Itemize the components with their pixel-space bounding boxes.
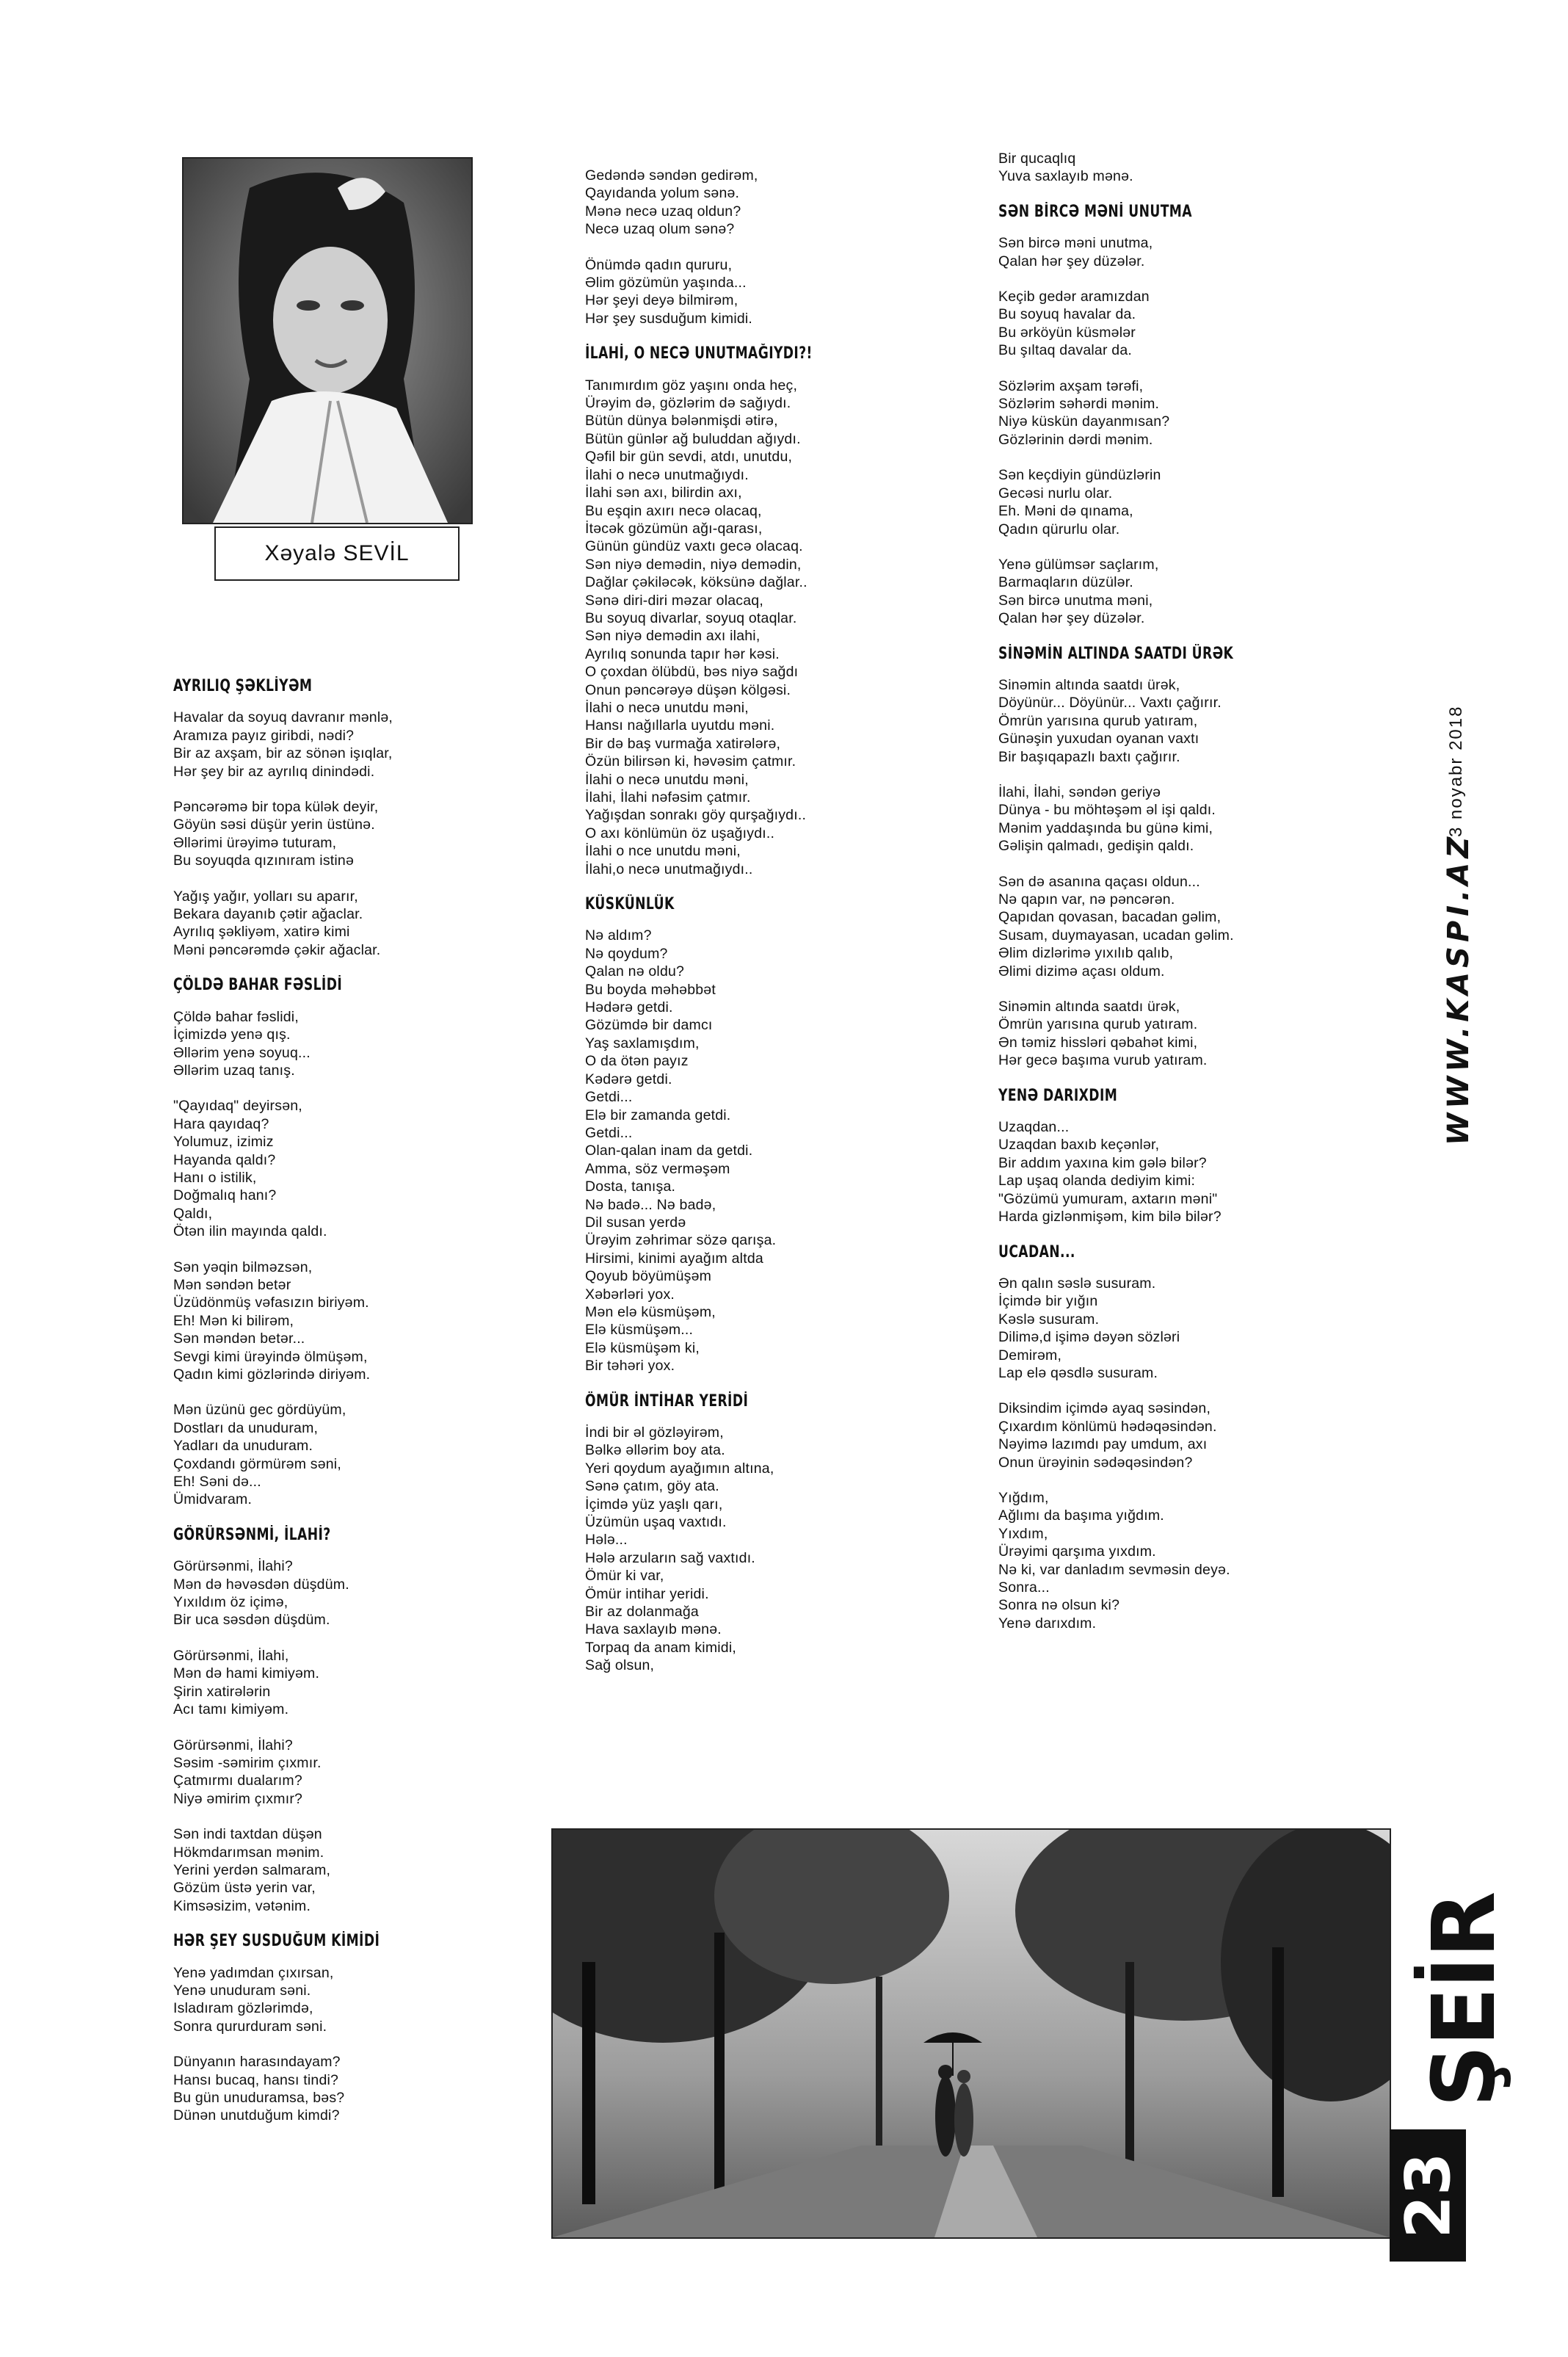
poem-line: Yenə unuduram səni. [173,1982,311,1999]
poem-line: Lap uşaq olanda dediyim kimi: [998,1173,1196,1190]
poem-heading: KÜSKÜNLÜK [585,895,675,914]
poem-line: Bu soyuq divarlar, soyuq otaqlar. [585,609,797,626]
poem-line: İlahi o necə unutdu məni, [585,699,749,716]
poem-line: Nə aldım? [585,927,652,944]
stanza [173,1825,482,1915]
poem-line: Nə qoydum? [585,945,668,962]
poem-line: Əlim gözümün yaşında... [585,275,747,292]
poem-line: "Gözümü yumuram, axtarın məni" [998,1190,1218,1207]
poem-line: Doğmalıq hanı? [173,1187,277,1204]
poem-line: Gözüm üstə yerin var, [173,1880,316,1897]
poem-line: Diksindim içimdə ayaq səsindən, [998,1400,1211,1417]
poem-line: Dünya - bu möhtəşəm əl işi qaldı. [998,802,1216,819]
poem-line: Əllərim uzaq tanış. [173,1062,295,1079]
poem-line: Gəlişin qalmadı, gedişin qaldı. [998,838,1194,855]
poem-line: Eh. Məni də qınama, [998,503,1133,520]
poem-line: Yağışdan sonrakı göy qurşağıydı.. [585,807,807,824]
poem-line: Elə bir zamanda getdi. [585,1107,731,1123]
poem-line: Dostları da unuduram, [173,1419,319,1436]
poem-line: Yaş saxlamışdım, [585,1035,700,1051]
poem-line: Görürsənmi, İlahi, [173,1647,289,1664]
poem-line: Dosta, tanışa. [585,1178,676,1195]
poem-line: Eh! Səni də... [173,1474,261,1491]
poem-line: İndi bir əl gözləyirəm, [585,1424,724,1441]
poem-line: Əllərimi ürəyimə tuturam, [173,834,337,851]
poem-line: Qəfil bir gün sevdi, atdı, unutdu, [585,449,793,466]
poem-line: Göyün səsi düşür yerin üstünə. [173,817,375,833]
poem-line: Ürəyimi qarşıma yıxdım. [998,1543,1156,1560]
poem-line: Qapıdan qovasan, bacadan gəlim, [998,909,1222,926]
poem-line: Günün gündüz vaxtı gecə olacaq. [585,538,803,555]
poem-line: Elə küsmüşəm ki, [585,1339,700,1356]
poem-line: Görürsənmi, İlahi? [173,1737,293,1753]
author-caption: Xəyalə SEVİL [214,526,460,581]
stanza [173,1964,482,2036]
poem-line: Ayrılıq sonunda tapır hər kəsi. [585,645,780,662]
poem-line: Gecəsi nurlu olar. [998,485,1113,502]
poem-line: Hara qayıdaq? [173,1115,269,1132]
poem-line: Sən də asanına qaçası oldun... [998,873,1200,890]
poem-line: Eh! Mən ki bilirəm, [173,1312,294,1329]
poem-line: İlahi sən axı, bilirdin axı, [585,485,742,502]
poem-line: Yeri qoydum ayağımın altına, [585,1460,774,1477]
poem-line: Ötən ilin mayında qaldı. [173,1223,327,1240]
poem-line: Önümdə qadın qururu, [585,256,733,273]
poem-heading: ÇÖLDƏ BAHAR FƏSLİDİ [173,976,343,995]
poem-line: Sonra... [998,1579,1050,1596]
poem-line: Ömrün yarısına qurub yatıram. [998,1016,1198,1033]
poem-line: Barmaqların düzülər. [998,574,1133,591]
poem-line: Əllərim yenə soyuq... [173,1044,311,1061]
poem-line: Nə qapın var, nə pəncərən. [998,891,1175,908]
poem-line: Susam, duymayasan, ucadan gəlim. [998,927,1234,944]
poem-line: Yığdım, [998,1489,1049,1506]
poem-line: Dünyanın harasındayam? [173,2054,341,2071]
poem-line: Hanı o istilik, [173,1169,257,1186]
poem-line: Sənə çatım, göy ata. [585,1478,719,1495]
poem-line: Yağış yağır, yolları su aparır, [173,888,358,905]
poem-line: Aramıza payız giribdi, nədi? [173,727,355,744]
poem-line: Sonra nə olsun ki? [998,1597,1120,1614]
poem-line: Qayıdanda yolum sənə. [585,185,740,202]
poem-line: Mən səndən betər [173,1276,291,1293]
poem-line: "Qayıdaq" deyirsən, [173,1098,302,1115]
portrait-image [184,159,471,523]
stanza [173,798,482,870]
stanza [998,1275,1380,1382]
poem-line: Sənə diri-diri məzar olacaq, [585,592,763,609]
poem-line: Yadları da unuduram. [173,1438,313,1455]
poem-line: Uzaqdan baxıb keçənlər, [998,1137,1160,1154]
poem-line: Bütün günlər ağ buluddan ağıydı. [585,430,801,447]
poem-line: Çatmırmı dualarım? [173,1773,302,1789]
poem-line: Hökmdarımsan mənim. [173,1844,324,1861]
poem-line: Lap elə qəsdlə susuram. [998,1364,1158,1381]
poem-heading: SƏN BİRCƏ MƏNİ UNUTMA [998,202,1192,221]
stanza [173,1097,482,1240]
poem-line: Sən keçdiyin gündüzlərin [998,467,1161,484]
poem-line: Gözümdə bir damcı [585,1017,713,1034]
poem-line: Qoyub böyümüşəm [585,1268,712,1285]
poem-line: Ürəyim də, gözlərim də sağıydı. [585,395,791,412]
stanza [998,377,1380,449]
poem-line: Torpaq da anam kimidi, [585,1639,736,1656]
poem-line: Bəlkə əllərim boy ata. [585,1442,725,1459]
poem-line: Çıxardım könlümü hədəqəsindən. [998,1418,1217,1435]
poem-line: Ən təmiz hissləri qəbahət kimi, [998,1034,1198,1051]
poem-line: Ümidvaram. [173,1491,253,1508]
poem-line: Bir təhəri yox. [585,1358,675,1375]
poem-line: Mən də həvəsdən düşdüm. [173,1576,349,1593]
poem-line: Qalan hər şey düzələr. [998,610,1145,627]
poem-line: Mən üzünü gec gördüyüm, [173,1402,346,1419]
poem-line: Havalar da soyuq davranır mənlə, [173,709,393,726]
poem-line: Uzaqdan... [998,1119,1070,1136]
poem-line: Hər şey susduğum kimidi. [585,310,753,327]
poem-line: Demirəm, [998,1347,1062,1364]
poem-line: Gözlərinin dərdi mənim. [998,431,1153,448]
poem-line: Bu gün unuduramsa, bəs? [173,2090,345,2106]
page-number: 23 [1392,2152,1464,2239]
poem-line: Əlimi dizimə açası oldum. [998,963,1165,980]
author-photo [182,157,473,524]
poem-line: Qadın qürurlu olar. [998,521,1120,537]
poem-line: Hədərə getdi. [585,999,673,1016]
poem-line: Sən niyə demədin axı ilahi, [585,628,761,645]
poem-line: Çoxdandı görmürəm səni, [173,1455,341,1472]
poem-line: Sağ olsun, [585,1657,655,1674]
poem-line: Bir az dolanmağa [585,1604,699,1621]
page-number-box [1390,2129,1466,2262]
poem-line: Şirin xatirələrin [173,1683,271,1700]
column-2 [585,167,981,1692]
poem-line: Amma, söz verməşəm [585,1160,730,1177]
poem-line: Bu şıltaq davalar da. [998,342,1132,359]
poem-line: Sən niyə demədin, niyə demədin, [585,556,802,573]
poem-line: Elə küsmüşəm... [585,1322,694,1339]
stanza [173,1737,482,1809]
poem-line: İçimdə yüz yaşlı qarı, [585,1496,723,1513]
poem-heading: AYRILIQ ŞƏKLİYƏM [173,677,313,695]
poem-line: Bir az axşam, bir az sönən işıqlar, [173,745,393,762]
stanza [173,1557,482,1629]
poem-line: Görürsənmi, İlahi? [173,1558,293,1575]
poem-line: İlahi o necə unutdu məni, [585,771,749,788]
poem-line: Bu boyda məhəbbət [585,981,716,998]
poem-line: Sinəmin altında saatdı ürək, [998,676,1180,693]
poem-line: Qaldı, [173,1205,213,1222]
poem-line: Hansı nağıllarla uyutdu məni. [585,717,775,734]
poem-line: Özün bilirsən ki, həvəsim çatmır. [585,753,796,770]
poem-line: Sən indi taxtdan düşən [173,1826,322,1843]
poem-line: Bekara dayanıb çətir ağaclar. [173,906,363,923]
poem-line: Qalan hər şey düzələr. [998,253,1145,269]
poem-line: Yıxdım, [998,1525,1048,1542]
poem-line: Bütün dünya bələnmişdi ətirə, [585,413,778,430]
poem-line: Hayanda qaldı? [173,1151,276,1168]
poem-line: Sevgi kimi ürəyində ölmüşəm, [173,1348,368,1365]
poem-line: Nəyimə lazımdı pay umdum, axı [998,1436,1208,1453]
poem-line: Bir uca səsdən düşdüm. [173,1612,330,1629]
poem-line: Ömür intihar yeridi. [585,1585,709,1602]
poem-line: Getdi... [585,1124,633,1141]
poem-line: İlahi, İlahi nəfəsim çatmır. [585,789,751,805]
poem-line: Ən qalın səslə susuram. [998,1275,1156,1292]
poem-line: Sözlərim səhərdi mənim. [998,396,1160,413]
poem-line: Hansı bucaq, hansı tindi? [173,2071,339,2088]
poem-line: O axı könlümün öz uşağıydı.. [585,825,775,841]
stanza [585,377,981,878]
poem-line: Hər şeyi deyə bilmirəm, [585,292,738,309]
poem-line: Döyünür... Döyünür... Vaxtı çağırır. [998,695,1222,712]
poem-line: Dünən unutduğum kimdi? [173,2107,340,2124]
poem-line: Sən məndən betər... [173,1330,305,1347]
poem-line: Hələ arzuların sağ vaxtıdı. [585,1549,755,1566]
poem-line: Sonra qururduram səni. [173,2018,327,2035]
poem-line: Sinəmin altında saatdı ürək, [998,999,1180,1015]
stanza [585,256,981,328]
poem-line: Bu ərköyün küsmələr [998,324,1136,341]
poem-line: Sən yəqin bilməzsən, [173,1259,313,1275]
poem-line: Dilimə,d işimə dəyən sözləri [998,1329,1180,1346]
poem-line: Niyə əmirim çıxmır? [173,1790,303,1807]
stanza [998,234,1380,270]
poem-line: Yenə gülümsər saçlarım, [998,556,1159,573]
poem-heading: ÖMÜR İNTİHAR YERİDİ [585,1391,749,1411]
poem-line: Harda gizlənmişəm, kim bilə bilər? [998,1209,1222,1225]
poem-line: Günəşin yuxudan oyanan vaxtı [998,731,1199,747]
poem-line: Hər gecə başıma vurub yatıram. [998,1052,1208,1069]
poem-line: Nə badə... Nə badə, [585,1196,716,1213]
poem-line: Kəslə susuram. [998,1311,1100,1328]
poem-line: Nə ki, var danladım sevməsin deyə. [998,1561,1230,1578]
poem-line: Dağlar çəkiləcək, köksünə dağlar.. [585,574,807,591]
poem-line: Sən bircə unutma məni, [998,592,1153,609]
poem-line: Niyə küskün dayanmısan? [998,413,1170,430]
poem-heading: HƏR ŞEY SUSDUĞUM KİMİDİ [173,1932,380,1951]
stanza [998,1400,1380,1471]
stanza [173,1008,482,1080]
issue-date: 3 noyabr 2018 [1446,705,1466,837]
poem-line: Mən elə küsmüşəm, [585,1303,716,1320]
poem-line: Ayrılıq şəkliyəm, xatirə kimi [173,924,350,941]
poem-line: Ürəyim zəhrimar sözə qarışa. [585,1232,777,1249]
stanza [173,2053,482,2125]
poem-line: İlahi o nce unutdu məni, [585,843,741,860]
stanza [173,1401,482,1508]
poem-line: Necə uzaq olum sənə? [585,221,735,238]
poem-line: Tanımırdım göz yaşını onda heç, [585,377,798,394]
stanza [998,288,1380,360]
poem-line: Yıxıldım öz içimə, [173,1594,288,1611]
poem-line: Məni pəncərəmdə çəkir ağaclar. [173,941,381,958]
poem-line: Bu eşqin axırı necə olacaq, [585,502,762,519]
poem-line: Getdi... [585,1089,633,1106]
stanza [998,676,1380,766]
poem-line: Kədərə getdi. [585,1071,672,1087]
poem-line: Bu soyuq havalar da. [998,306,1136,323]
poem-line: Kimsəsizim, vətənim. [173,1897,311,1914]
poem-line: Hər şey bir az ayrılıq dinindədi. [173,763,375,780]
poem-line: Bir başıqapazlı baxtı çağırır. [998,748,1180,765]
poem-line: O çoxdan ölübdü, bəs niyə sağdı [585,664,799,681]
poem-line: Dil susan yerdə [585,1214,686,1231]
poem-line: Ömrün yarısına qurub yatıram, [998,712,1198,729]
stanza [173,1647,482,1719]
poem-line: İtəcək gözümün ağı-qarası, [585,520,763,537]
column-1 [173,670,482,2143]
poem-line: O da ötən payız [585,1053,689,1070]
poem-line: Isladıram gözlərimdə, [173,2000,313,2017]
poem-line: Qalan nə oldu? [585,963,685,980]
stanza [998,1118,1380,1225]
rain-painting [551,1828,1391,2239]
poem-line: Yenə yadımdan çıxırsan, [173,1964,334,1981]
poem-line: Çöldə bahar fəslidi, [173,1008,299,1025]
stanza [998,998,1380,1070]
poem-heading: YENƏ DARIXDIM [998,1086,1118,1105]
poem-line: Yolumuz, izimiz [173,1134,274,1151]
poem-line: Ömür ki var, [585,1568,664,1585]
poem-line: Sözlərim axşam tərəfi, [998,377,1144,394]
stanza [585,927,981,1375]
stanza [173,709,482,781]
poem-line: Olan-qalan inam da getdi. [585,1143,753,1159]
poem-line: Hələ... [585,1532,628,1549]
poem-line: Hirsimi, kinimi ayağım altda [585,1250,763,1267]
stanza [173,1259,482,1384]
stanza [998,1489,1380,1632]
poem-heading: İLAHİ, O NECƏ UNUTMAĞIYDI?! [585,344,813,363]
poem-line: Sən bircə məni unutma, [998,235,1153,252]
section-title: ŞEİR [1413,1892,1514,2107]
poem-line: İçimizdə yenə qış. [173,1027,291,1043]
poem-line: Keçib gedər aramızdan [998,289,1150,305]
painting-image [553,1830,1390,2237]
stanza [585,167,981,239]
poem-heading: GÖRÜRSƏNMİ, İLAHİ? [173,1525,331,1544]
stanza [998,873,1380,980]
poem-line: Onun ürəyinin sədəqəsindən? [998,1454,1193,1471]
poem-line: Onun pəncərəyə düşən kölgəsi. [585,681,791,698]
website-url: WWW.KASPI.AZ [1442,832,1476,1145]
poem-line: Xəbərləri yox. [585,1286,675,1303]
poem-line: Yenə darıxdım. [998,1615,1097,1632]
poem-line: Yuva saxlayıb mənə. [998,168,1133,185]
poem-line: Pəncərəmə bir topa külək deyir, [173,799,379,816]
stanza [998,466,1380,538]
poem-line: Bir də baş vurmağa xatirələrə, [585,735,781,752]
stanza [998,556,1380,628]
poem-line: Mən də hami kimiyəm. [173,1665,320,1682]
stanza [998,150,1380,186]
poem-line: İlahi o necə unutmağıydı. [585,466,749,483]
poem-line: Bir addım yaxına kim gələ bilər? [998,1154,1207,1171]
poem-line: Bu soyuqda qızınıram istinə [173,852,355,869]
poem-heading: SİNƏMİN ALTINDA SAATDI ÜRƏK [998,644,1234,663]
poem-heading: UCADAN... [998,1242,1075,1261]
poem-line: Hava saxlayıb mənə. [585,1621,722,1638]
column-3 [998,150,1380,1650]
poem-line: İçimdə bir yığın [998,1293,1098,1310]
stanza [173,888,482,960]
poem-line: Mənim yaddaşında bu günə kimi, [998,819,1213,836]
poem-line: Əlim dizlərimə yıxılıb qalıb, [998,945,1174,962]
poem-line: Ağlımı da başıma yığdım. [998,1507,1164,1524]
poem-line: Gedəndə səndən gedirəm, [585,167,758,184]
poem-line: Acı tamı kimiyəm. [173,1701,289,1718]
poem-line: Yerini yerdən salmaram, [173,1861,331,1878]
poem-line: Mənə necə uzaq oldun? [585,203,741,220]
poem-line: İlahi,o necə unutmağıydı.. [585,861,753,877]
poem-line: Bir qucaqlıq [998,151,1076,167]
poem-line: Qadın kimi gözlərində diriyəm. [173,1366,371,1383]
poem-line: Üzümün uşaq vaxtıdı. [585,1514,727,1531]
stanza [998,783,1380,855]
stanza [585,1424,981,1675]
poem-line: Səsim -səmirim çıxmır. [173,1754,322,1771]
poem-line: Üzüdönmüş vəfasızın biriyəm. [173,1295,369,1311]
poem-line: İlahi, İlahi, səndən geriyə [998,783,1161,800]
